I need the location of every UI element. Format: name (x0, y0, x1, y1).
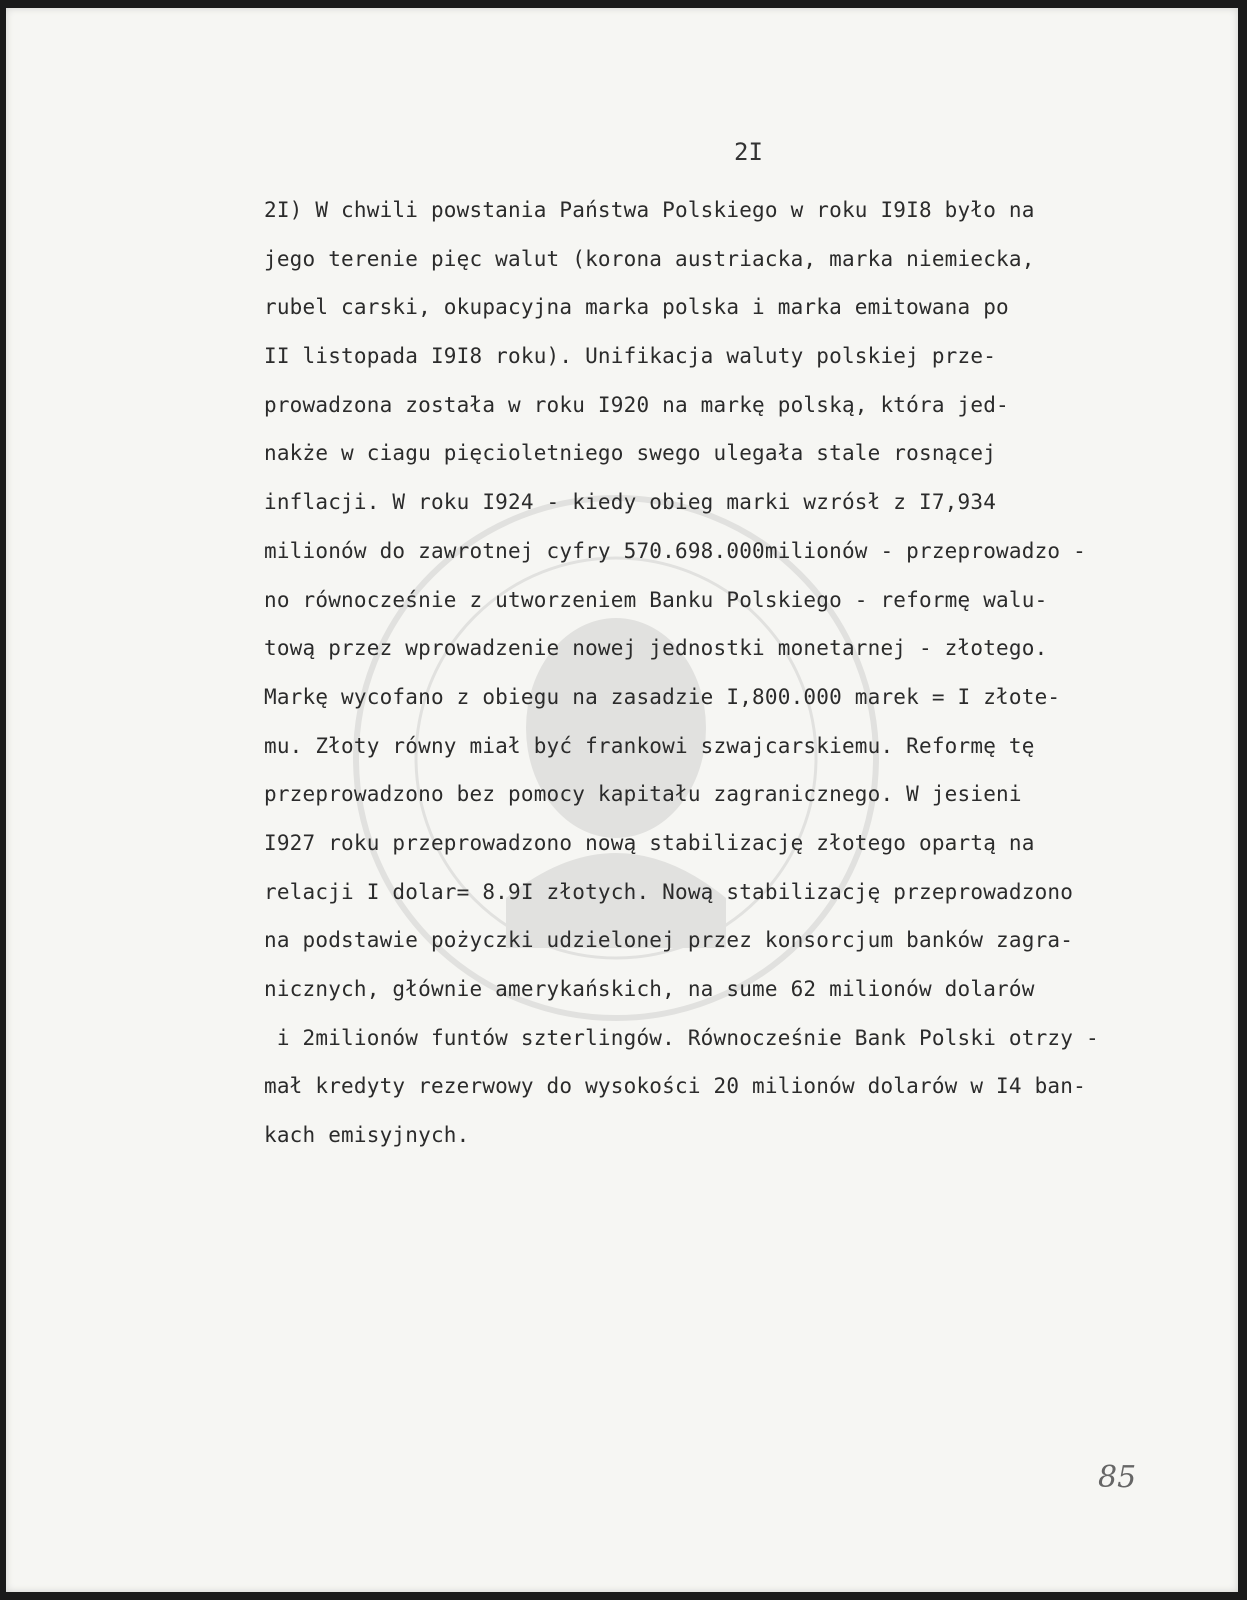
page-number: 2I (734, 138, 763, 166)
text-line: na podstawie pożyczki udzielonej przez konsorcjum banków zagra- (264, 928, 1074, 953)
text-line: rubel carski, okupacyjna marka polska i marka emitowana po (264, 295, 1009, 320)
document-page (6, 8, 1238, 1592)
text-line: 2I) W chwili powstania Państwa Polskiego w roku I9I8 było na (264, 198, 1035, 222)
text-line: nakże w ciagu pięcioletniego swego ulegała stale rosnącej (264, 441, 997, 466)
text-line: i 2milionów funtów szterlingów. Równocześnie Bank Polski otrzy - (264, 1025, 1099, 1050)
text-line: jego terenie pięc walut (korona austriacka, marka niemiecka, (264, 246, 1035, 271)
text-line: inflacji. W roku I924 - kiedy obieg marki wzrósł z I7,934 (264, 490, 997, 515)
text-line: tową przez wprowadzenie nowej jednostki monetarnej - złotego. (264, 636, 1048, 661)
text-line: II listopada I9I8 roku). Unifikacja waluty polskiej prze- (264, 344, 997, 369)
text-line: no równocześnie z utworzeniem Banku Polskiego - reformę walu- (264, 587, 1048, 612)
text-line: milionów do zawrotnej cyfry 570.698.000milionów - przeprowadzo - (264, 538, 1086, 563)
text-line: nicznych, głównie amerykańskich, na sume 62 milionów dolarów (264, 977, 1035, 1001)
typed-text-body (264, 186, 1214, 1160)
text-line: przeprowadzono bez pomocy kapitału zagranicznego. W jesieni (264, 782, 1022, 807)
text-line: kach emisyjnych. (264, 1123, 470, 1148)
text-line: I927 roku przeprowadzono nową stabilizację złotego opartą na (264, 830, 1035, 855)
text-line: relacji I dolar= 8.9I złotych. Nową stabilizację przeprowadzono (264, 879, 1074, 904)
text-line: mu. Złoty równy miał być frankowi szwajcarskiemu. Reformę tę (264, 733, 1035, 758)
text-line: Markę wycofano z obiegu na zasadzie I,800.000 marek = I złote- (264, 684, 1061, 709)
handwritten-page-number: 85 (1098, 1460, 1137, 1495)
text-line: mał kredyty rezerwowy do wysokości 20 milionów dolarów w I4 ban- (264, 1074, 1086, 1099)
text-line: prowadzona została w roku I920 na markę polską, która jed- (264, 392, 1009, 417)
